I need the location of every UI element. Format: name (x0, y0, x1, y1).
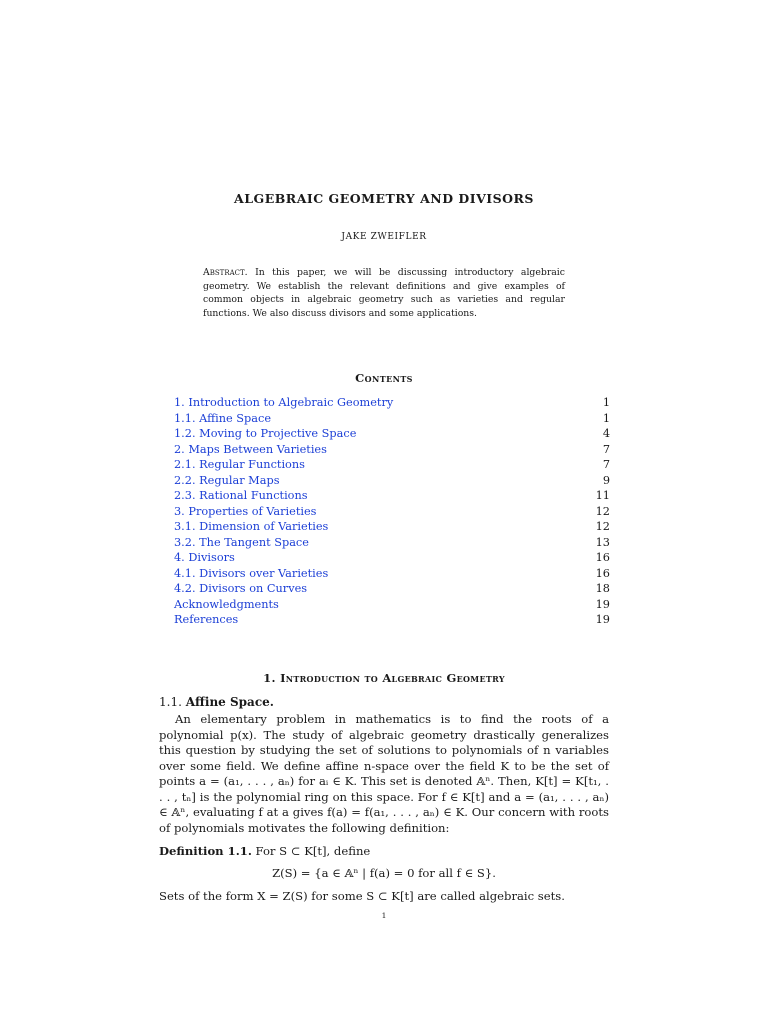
toc-entry-page: 1 (602, 411, 610, 425)
toc-entry-page: 18 (595, 582, 610, 595)
toc-entry[interactable] (174, 457, 610, 473)
toc-entry-page: 12 (595, 520, 610, 533)
paper-title: ALGEBRAIC GEOMETRY AND DIVISORS (234, 191, 534, 206)
toc-entry-page: 16 (595, 551, 610, 564)
toc-entry-link[interactable]: 4. Divisors (174, 551, 235, 564)
toc-entry[interactable] (174, 504, 610, 520)
toc-entry-link[interactable]: 2.2. Regular Maps (174, 473, 280, 487)
toc-entry-page: 19 (595, 613, 610, 626)
toc-entry-link[interactable]: 3.2. The Tangent Space (174, 535, 309, 549)
section-heading: 1. Introduction to Algebraic Geometry (263, 671, 505, 685)
definition-text: For S ⊂ K[t], define (255, 844, 371, 858)
toc-entry-link[interactable]: References (174, 613, 239, 626)
toc-entry[interactable] (174, 411, 610, 427)
subsection-number: 1.1. (159, 695, 182, 709)
toc-entry[interactable] (174, 488, 610, 504)
toc-entry[interactable] (174, 473, 610, 489)
toc-entry-link[interactable]: 3.1. Dimension of Varieties (174, 520, 329, 533)
toc-entry[interactable] (174, 612, 610, 628)
toc-entry-link[interactable]: 2.1. Regular Functions (174, 458, 305, 471)
subsection-heading (159, 695, 609, 709)
toc-entry-link[interactable]: 1. Introduction to Algebraic Geometry (174, 396, 394, 409)
closing-sentence: Sets of the form X = Z(S) for some S ⊂ K[t] are called algebraic sets. (159, 889, 565, 903)
toc-entry-page: 12 (595, 504, 610, 518)
toc-entry-link[interactable]: 2.3. Rational Functions (174, 489, 308, 502)
toc-entry[interactable] (174, 519, 610, 535)
toc-entry-page: 9 (602, 473, 610, 487)
body-paragraph: An elementary problem in mathematics is to find the roots of a polynomial p(x). The study of algebraic geometry drastically generalizes this question by studying the set of solutions to polynomials of n variables over some field. We define affine n-space over the field K to be the set of points a = (a₁, . . . , aₙ) for aᵢ ∈ K. This set is denoted 𝔸ⁿ. Then, K[t] = K[t₁, . . . , tₙ] is the polynomial ring on this space. For f ∈ K[t] and a = (a₁, . . . , aₙ) ∈ 𝔸ⁿ, evaluating f at a gives f(a) = f(a₁, . . . , aₙ) ∈ K. Our concern with roots of polynomials motivates the following definition: (159, 712, 609, 835)
definition (159, 844, 609, 860)
paper-author: JAKE ZWEIFLER (341, 232, 427, 242)
toc-entry-page: 16 (595, 566, 610, 580)
toc-entry-page: 7 (602, 442, 610, 456)
abstract-label: Abstract. (203, 267, 248, 278)
toc-entry-page: 1 (602, 396, 610, 409)
toc-entry-page: 19 (595, 597, 610, 611)
toc-entry-page: 7 (602, 458, 610, 471)
abstract-text: In this paper, we will be discussing introductory algebraic geometry. We establish the relevant definitions and give examples of common objects in algebraic geometry such as varieties and regular functions. We also discuss divisors and some applications. (203, 267, 565, 319)
definition-label: Definition 1.1. (159, 844, 252, 858)
toc-entry-link[interactable]: 4.2. Divisors on Curves (174, 582, 308, 595)
toc-entry[interactable] (174, 597, 610, 613)
toc-entry[interactable] (174, 581, 610, 597)
toc-entry-page: 11 (595, 489, 610, 502)
toc-entry[interactable] (174, 566, 610, 582)
toc-entry-page: 4 (602, 427, 610, 440)
toc-entry-link[interactable]: 1.1. Affine Space (174, 411, 272, 425)
toc-entry-page: 13 (595, 535, 610, 549)
toc-entry[interactable] (174, 395, 610, 411)
display-equation: Z(S) = {a ∈ 𝔸ⁿ | f(a) = 0 for all f ∈ S}. (272, 866, 496, 880)
toc-entry-link[interactable]: 2. Maps Between Varieties (174, 442, 327, 456)
toc-entry[interactable] (174, 442, 610, 458)
toc-entry[interactable] (174, 426, 610, 442)
table-of-contents (174, 395, 610, 628)
toc-entry-link[interactable]: 4.1. Divisors over Varieties (174, 566, 329, 580)
contents-heading: Contents (355, 371, 413, 385)
subsection-title: Affine Space. (185, 695, 274, 709)
toc-entry[interactable] (174, 550, 610, 566)
abstract (203, 266, 565, 320)
toc-entry-link[interactable]: 3. Properties of Varieties (174, 504, 317, 518)
toc-entry-link[interactable]: Acknowledgments (174, 597, 279, 611)
toc-entry-link[interactable]: 1.2. Moving to Projective Space (174, 427, 357, 440)
page-number: 1 (381, 911, 387, 920)
toc-entry[interactable] (174, 535, 610, 551)
